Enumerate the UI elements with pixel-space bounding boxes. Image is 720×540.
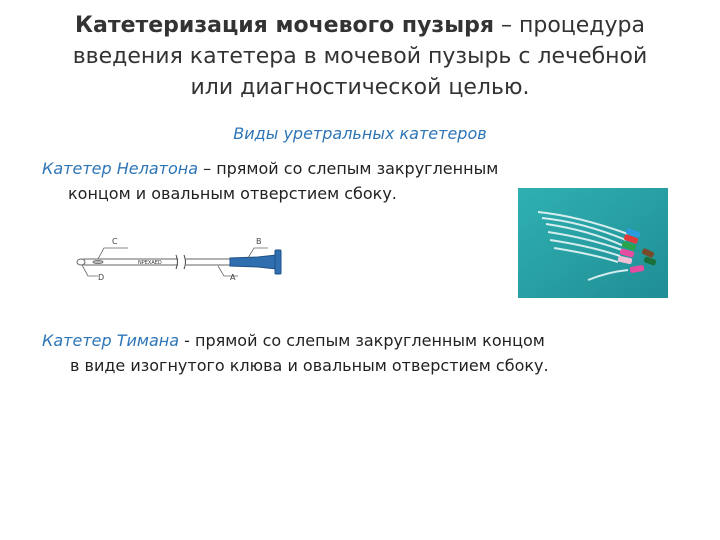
tube-text: NPEXAED [138, 260, 162, 266]
label-b: B [256, 237, 262, 246]
catheters-photo [518, 188, 668, 298]
tiemann-desc-1: - прямой со слепым закругленным концом [179, 331, 545, 350]
label-d: D [98, 273, 105, 282]
title-line-2: введения катетера в мочевой пузырь с лечебной [72, 44, 648, 69]
title-line-1 [40, 10, 680, 41]
title-bold-term: Катетеризация мочевого пузыря [75, 13, 494, 38]
label-a: A [230, 273, 236, 282]
slide-title [40, 10, 680, 103]
title-rest: – процедура [494, 13, 645, 38]
nelaton-line-2: концом и овальным отверстием сбоку. [68, 184, 397, 203]
tiemann-term: Катетер Тимана [42, 331, 180, 350]
nelaton-term: Катетер Нелатона [42, 159, 199, 178]
nelaton-catheter-diagram [68, 228, 308, 288]
section-subtitle: Виды уретральных катетеров [233, 124, 487, 143]
tiemann-line-2: в виде изогнутого клюва и овальным отверстием сбоку. [70, 356, 549, 375]
title-line-3: или диагностической целью. [190, 75, 530, 100]
nelaton-desc-1: – прямой со слепым закругленным [198, 159, 499, 178]
tiemann-description [42, 328, 692, 378]
label-c: C [112, 237, 118, 246]
nelaton-line-1 [42, 156, 642, 181]
tiemann-line-1 [42, 328, 692, 353]
